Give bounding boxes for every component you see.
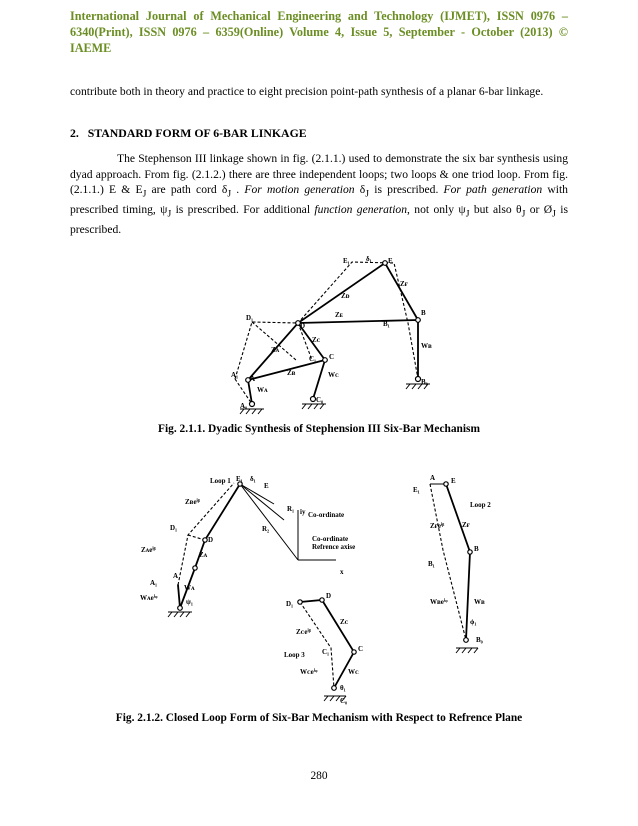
svg-text:A: A [430,474,436,482]
svg-text:ϕ₁: ϕ₁ [470,618,477,626]
svg-text:E: E [388,257,393,265]
svg-text:B₀: B₀ [421,378,428,386]
page-number: 280 [310,770,328,782]
svg-text:Wᴀeⁱᵠ: Wᴀeⁱᵠ [140,594,158,602]
svg-text:Zᴀ: Zᴀ [199,551,208,559]
ground-loop1-icon [168,612,192,617]
paragraph-intro: contribute both in theory and practice to eight precision point-path synthesis of a planar 6-bar linkage. [70,85,544,98]
svg-text:ψ₁: ψ₁ [186,598,193,606]
svg-text:C₀: C₀ [340,697,348,705]
svg-text:C: C [329,353,335,361]
svg-text:C: C [358,645,364,653]
svg-text:Zғeⁱᵝ: Zғeⁱᵝ [430,522,445,530]
svg-text:Zʙeⁱᵝ: Zʙeⁱᵝ [185,498,200,506]
svg-text:Zғ: Zғ [400,280,408,288]
svg-text:C₁: C₁ [309,355,317,363]
svg-text:R₁: R₁ [287,505,295,513]
svg-text:A: A [173,572,179,580]
svg-text:D₁: D₁ [246,314,254,322]
svg-text:E: E [451,477,456,485]
svg-text:A₀: A₀ [240,402,248,410]
svg-text:Zᴄ: Zᴄ [340,618,349,626]
section-number: 2. [70,126,79,140]
svg-text:Wʙ: Wʙ [474,598,485,606]
figure2-caption: Fig. 2.1.2. Closed Loop Form of Six-Bar Mechanism with Respect to Refrence Plane [115,712,523,724]
ground-loop2-icon [456,648,478,653]
svg-text:D₁: D₁ [286,600,294,608]
svg-text:D: D [208,536,214,544]
svg-text:Wᴄ: Wᴄ [348,668,359,676]
svg-text:Zᴀ: Zᴀ [271,346,280,354]
svg-text:A₁: A₁ [150,579,158,587]
svg-text:Wᴀ: Wᴀ [184,584,195,592]
svg-text:A: A [250,375,256,383]
svg-text:Wᴄ: Wᴄ [328,371,339,379]
svg-text:R₂: R₂ [262,525,270,533]
svg-text:δ₁: δ₁ [250,475,256,483]
svg-text:D₁: D₁ [170,524,178,532]
svg-text:Zᴄ: Zᴄ [312,336,321,344]
svg-text:Zᴅ: Zᴅ [341,292,350,300]
svg-text:iy: iy [300,508,306,516]
svg-text:E₁: E₁ [413,486,420,494]
svg-text:Wᴄeⁱᵠ: Wᴄeⁱᵠ [300,668,318,676]
svg-text:Zғ: Zғ [462,521,470,529]
svg-text:B₀: B₀ [476,636,483,644]
svg-text:Refrence axise: Refrence axise [312,543,356,551]
figure1-caption: Fig. 2.1.1. Dyadic Synthesis of Stephension III Six-Bar Mechanism [158,423,480,435]
svg-text:B: B [474,545,479,553]
svg-text:x: x [340,568,344,576]
svg-text:B₁: B₁ [428,560,435,568]
svg-text:Wᴀ: Wᴀ [257,386,268,394]
svg-text:Co-ordinate: Co-ordinate [312,535,349,543]
svg-text:Zᴇ: Zᴇ [335,311,344,319]
journal-header: International Journal of Mechanical Engineering and Technology (IJMET), ISSN 0976 – 6340(Print), ISSN 0976 – 6359(Online) Volume 4, Issue 5, September - October (2013) © IAEME [70,9,568,55]
svg-text:C₀: C₀ [316,396,324,404]
svg-text:E₁: E₁ [343,257,350,265]
svg-text:θ₁: θ₁ [340,684,346,692]
svg-text:Loop 2: Loop 2 [470,501,491,509]
svg-text:D: D [300,322,306,330]
svg-text:Zʙ: Zʙ [287,369,296,377]
svg-text:Wʙ: Wʙ [421,342,432,350]
svg-text:C₁: C₁ [322,648,330,656]
svg-text:A₁: A₁ [231,371,239,379]
svg-text:E: E [264,482,269,490]
svg-text:Loop 3: Loop 3 [284,651,305,659]
svg-text:E₁: E₁ [236,475,243,483]
svg-text:B₁: B₁ [383,320,390,328]
svg-text:δ₁: δ₁ [366,255,372,263]
svg-text:Co-ordinate: Co-ordinate [308,511,345,519]
section-title: STANDARD FORM OF 6-BAR LINKAGE [87,126,307,140]
svg-text:B: B [421,309,426,317]
paragraph-stephenson: The Stephenson III linkage shown in fig. (2.1.1.) used to demonstrate the six bar synthesis using dyad approach. From fig. (2.1.2.) there are three independent loops; two loops & one triod loop. From fig. (2.1.1.) E & $E_J$ are path cord $\delta_J$ . For motion generation $\delta_J$ is prescribed. For path generation with prescribed timing, $\psi_J$ is prescribed. For additional function generation, not only $\psi_J$ but also $\theta_J$ or $Ø_J$ is prescribed. [70,152,568,236]
svg-text:Zᴀeⁱᵝ: Zᴀeⁱᵝ [141,546,156,554]
svg-text:Loop 1: Loop 1 [210,477,231,485]
svg-text:D: D [326,592,332,600]
svg-text:Zᴄeⁱᵝ: Zᴄeⁱᵝ [296,628,311,636]
svg-text:Wʙeⁱᵠ: Wʙeⁱᵠ [430,598,448,606]
